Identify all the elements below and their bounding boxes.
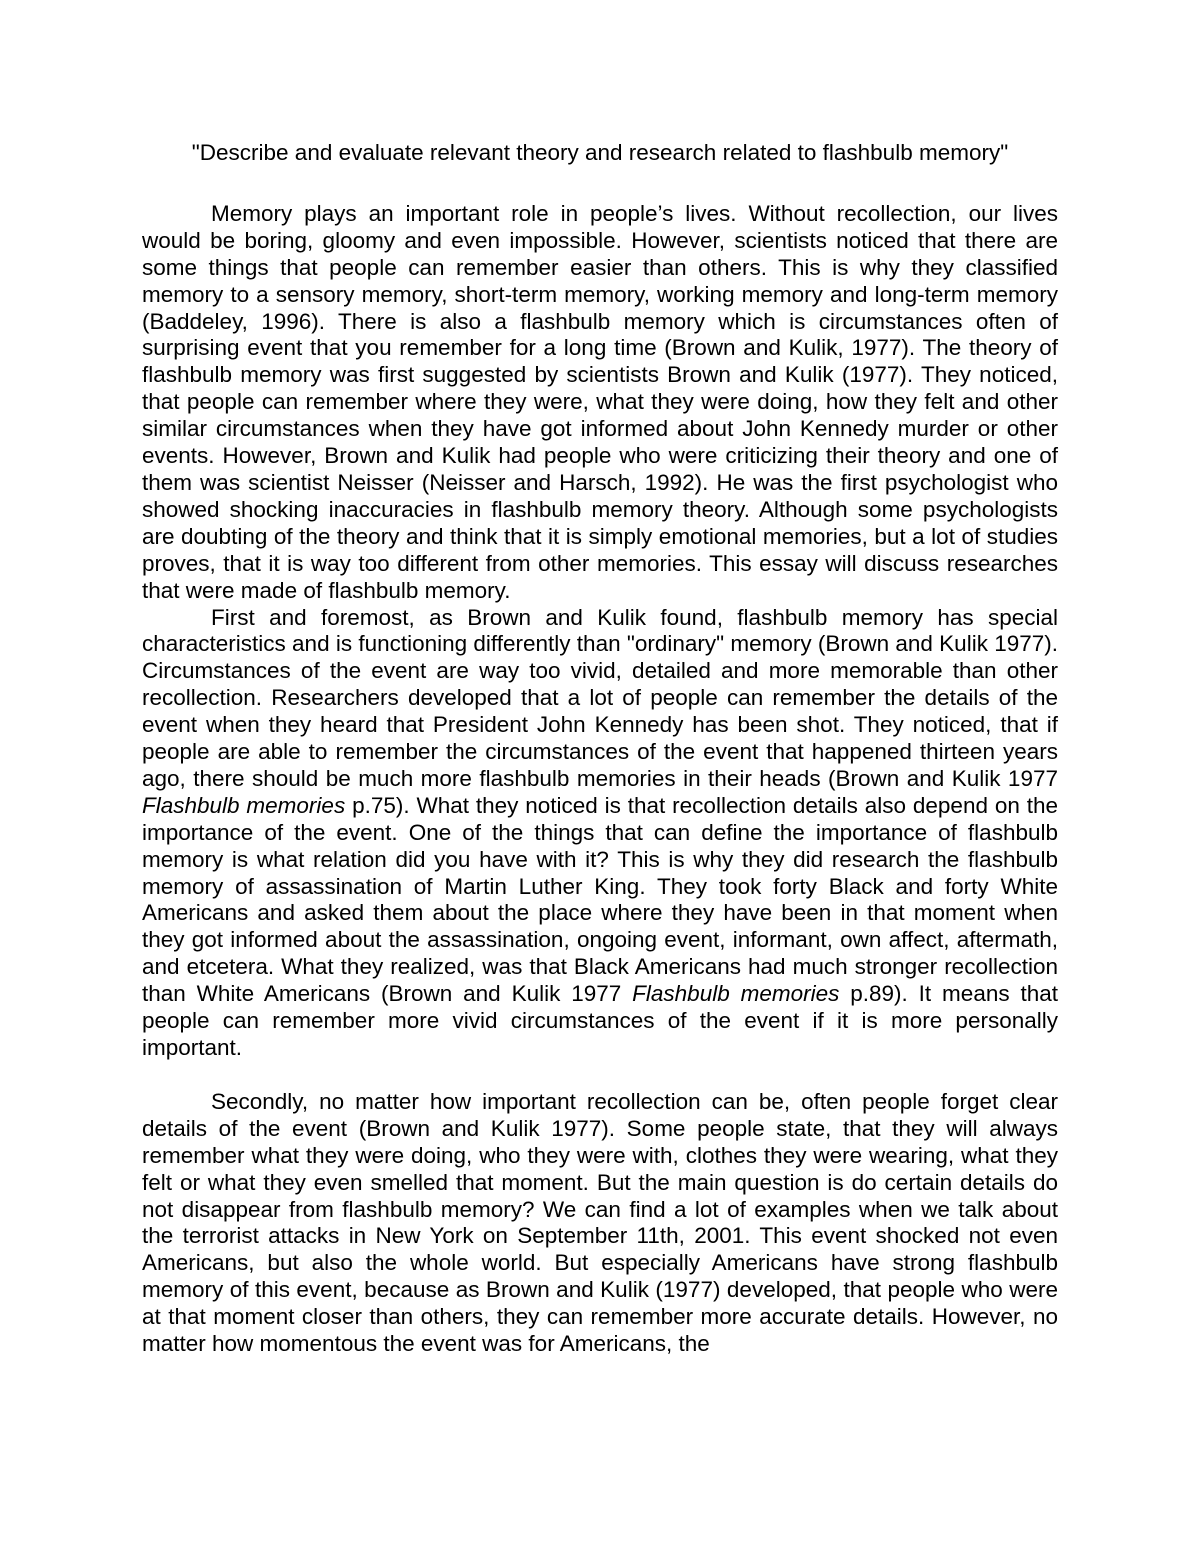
paragraph-2-part-3: p.89). It means that people can remember more vivid circumstances of the event if it is more personally important.	[142, 981, 1059, 1060]
paragraph-intro: Memory plays an important role in people’s lives. Without recollection, our lives would be boring, gloomy and even impossible. However, scientists noticed that there are some things that people can remember easier than others. This is why they classified memory to a sensory memory, short-term memory, working memory and long-term memory (Baddeley, 1996). There is also a flashbulb memory which is circumstances often of surprising event that you remember for a long time (Brown and Kulik, 1977). The theory of flashbulb memory was first suggested by scientists Brown and Kulik (1977). They noticed, that people can remember where they were, what they were doing, how they felt and other similar circumstances when they have got informed about John Kennedy murder or other events. However, Brown and Kulik had people who were criticizing their theory and one of them was scientist Neisser (Neisser and Harsch, 1992). He was the first psychologist who showed shocking inaccuracies in flashbulb memory theory. Although some psychologists are doubting of the theory and think that it is simply emotional memories, but a lot of studies proves, that it is way too different from other memories. This essay will discuss researches that were made of flashbulb memory.	[142, 200, 1058, 603]
document-page	[142, 140, 1058, 1358]
essay-title: "Describe and evaluate relevant theory and research related to flashbulb memory"	[191, 140, 1009, 165]
paragraph-2-part-2: p.75). What they noticed is that recollection details also depend on the importance of the event. One of the things that can define the importance of flashbulb memory is what relation did you have with it? This is why they did research the flashbulb memory of assassination of Martin Luther King. They took forty Black and forty White Americans and asked them about the place where they have been in that moment when they got informed about the assassination, ongoing event, informant, own affect, aftermath, and etcetera. What they realized, was that Black Americans had much stronger recollection than White Americans (Brown and Kulik 1977	[142, 792, 1059, 1007]
citation-title-italic: Flashbulb memories	[142, 792, 346, 818]
citation-title-italic: Flashbulb memories	[632, 981, 840, 1007]
paragraph-secondly: Secondly, no matter how important recollection can be, often people forget clear details of the event (Brown and Kulik 1977). Some people state, that they will always remember what they were doing, who they were with, clothes they were wearing, what they felt or what they even smelled that moment. But the main question is do certain details do not disappear from flashbulb memory? We can find a lot of examples when we talk about the terrorist attacks in New York on September 11th, 2001. This event shocked not even Americans, but also the whole world. But especially Americans have strong flashbulb memory of this event, because as Brown and Kulik (1977) developed, that people who were at that moment closer than others, they can remember more accurate details. However, no matter how momentous the event was for Americans, the	[142, 1088, 1058, 1357]
paragraph-first-and-foremost	[142, 605, 1058, 1062]
paragraph-2-part-1: First and foremost, as Brown and Kulik found, flashbulb memory has special characteristics and is functioning differently than "ordinary" memory (Brown and Kulik 1977). Circumstances of the event are way too vivid, detailed and more memorable than other recollection. Researchers developed that a lot of people can remember the details of the event when they heard that President John Kennedy has been shot. They noticed, that if people are able to remember the circumstances of the event that happened thirteen years ago, there should be much more flashbulb memories in their heads (Brown and Kulik 1977	[142, 604, 1058, 791]
